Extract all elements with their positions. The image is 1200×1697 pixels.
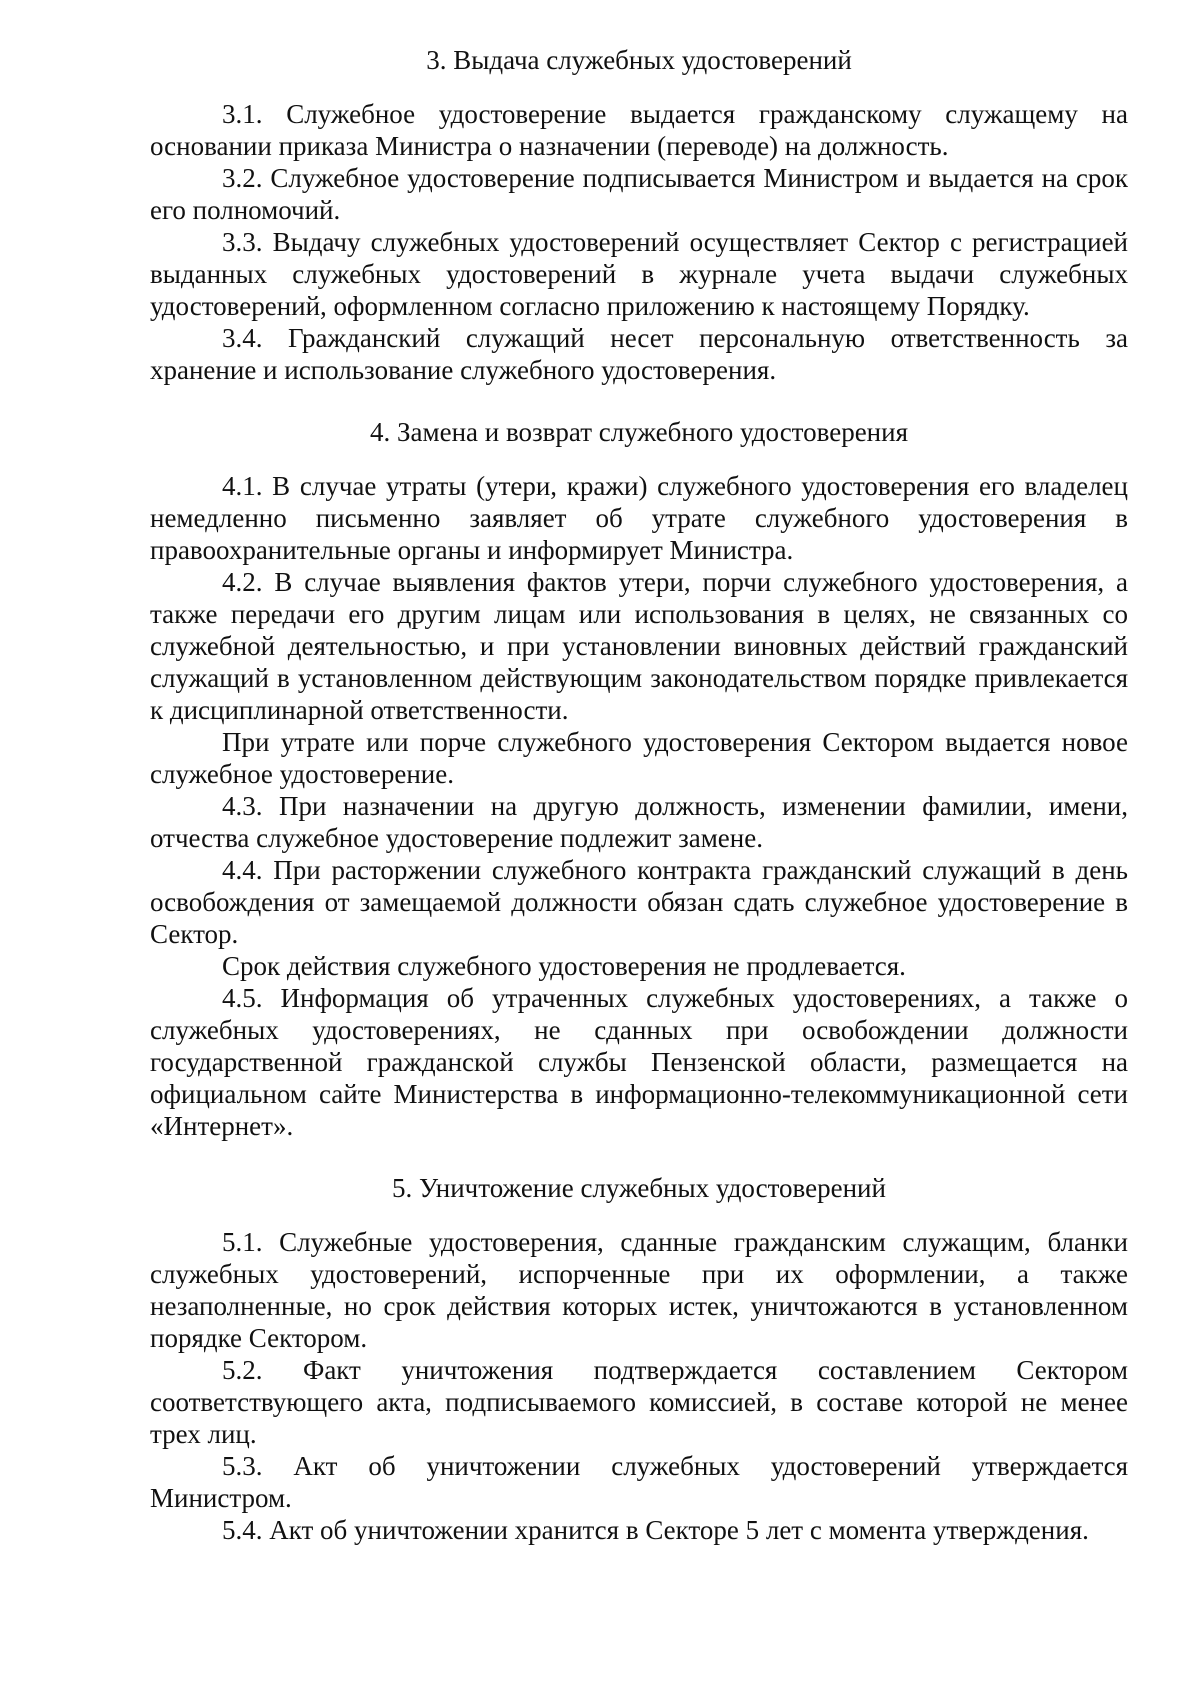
paragraph: Срок действия служебного удостоверения не продлевается. (222, 951, 906, 981)
section-heading: 4. Замена и возврат служебного удостоверения (369, 417, 908, 447)
paragraph: 3.2. Служебное удостоверение подписывается Министром и выдается на срок его полномочий. (150, 163, 1128, 225)
section-replacement-return (150, 416, 1128, 1142)
paragraph: 3.3. Выдачу служебных удостоверений осуществляет Сектор с регистрацией выданных служебных удостоверений в журнале учета выдачи служебных удостоверений, оформленном согласно приложению к настоящему Порядку. (150, 227, 1128, 321)
section-destruction (150, 1172, 1128, 1546)
section-heading: 5. Уничтожение служебных удостоверений (392, 1173, 886, 1203)
paragraph: При утрате или порче служебного удостоверения Сектором выдается новое служебное удостоверение. (150, 727, 1128, 789)
paragraph: 5.2. Факт уничтожения подтверждается составлением Сектором соответствующего акта, подписываемого комиссией, в составе которой не менее трех лиц. (150, 1355, 1128, 1449)
paragraph: 3.4. Гражданский служащий несет персональную ответственность за хранение и использование служебного удостоверения. (150, 323, 1128, 385)
paragraph: 4.5. Информация об утраченных служебных удостоверениях, а также о служебных удостоверениях, не сданных при освобождении должности государственной гражданской службы Пензенской области, размещается на официальном сайте Министерства в информационно-телекоммуникационной сети «Интернет». (150, 983, 1128, 1141)
paragraph: 4.2. В случае выявления фактов утери, порчи служебного удостоверения, а также передачи его другим лицам или использования в целях, не связанных со служебной деятельностью, и при установлении виновных действий гражданский служащий в установленном действующим законодательством порядке привлекается к дисциплинарной ответственности. (150, 567, 1128, 725)
paragraph: 4.4. При расторжении служебного контракта гражданский служащий в день освобождения от замещаемой должности обязан сдать служебное удостоверение в Сектор. (150, 855, 1128, 949)
paragraph: 4.1. В случае утраты (утери, кражи) служебного удостоверения его владелец немедленно письменно заявляет об утрате служебного удостоверения в правоохранительные органы и информирует Министра. (150, 471, 1128, 565)
paragraph: 4.3. При назначении на другую должность, изменении фамилии, имени, отчества служебное удостоверение подлежит замене. (150, 791, 1128, 853)
paragraph: 3.1. Служебное удостоверение выдается гражданскому служащему на основании приказа Министра о назначении (переводе) на должность. (150, 99, 1128, 161)
document-page (150, 44, 1128, 1576)
paragraph: 5.4. Акт об уничтожении хранится в Секторе 5 лет с момента утверждения. (222, 1515, 1089, 1545)
section-issuance (150, 44, 1128, 386)
section-heading: 3. Выдача служебных удостоверений (426, 45, 852, 75)
paragraph: 5.3. Акт об уничтожении служебных удостоверений утверждается Министром. (150, 1451, 1128, 1513)
paragraph: 5.1. Служебные удостоверения, сданные гражданским служащим, бланки служебных удостоверений, испорченные при их оформлении, а также незаполненные, но срок действия которых истек, уничтожаются в установленном порядке Сектором. (150, 1227, 1128, 1353)
